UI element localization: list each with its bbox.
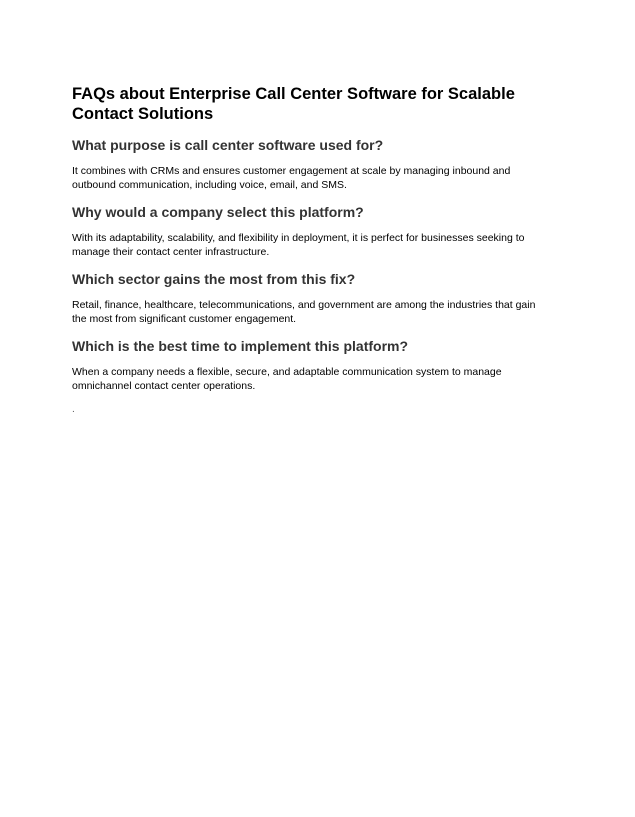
document-title: FAQs about Enterprise Call Center Software for Scalable Contact Solutions (72, 85, 515, 123)
faq-item-3 (72, 270, 542, 326)
faq-question: Which sector gains the most from this fix? (72, 271, 356, 287)
faq-item-4 (72, 337, 542, 393)
faq-answer: Retail, finance, healthcare, telecommunications, and government are among the industries that gain the most from significant customer engagement. (72, 299, 536, 325)
document-page (72, 84, 542, 416)
trailing-mark: . (72, 404, 75, 415)
faq-answer: With its adaptability, scalability, and flexibility in deployment, it is perfect for businesses seeking to manage their contact center infrastructure. (72, 232, 525, 258)
faq-item-2 (72, 203, 542, 259)
faq-question: Why would a company select this platform? (72, 204, 364, 220)
faq-answer: It combines with CRMs and ensures customer engagement at scale by managing inbound and outbound communication, including voice, email, and SMS. (72, 165, 511, 191)
faq-question: What purpose is call center software used for? (72, 137, 384, 153)
faq-item-1 (72, 136, 542, 192)
faq-question: Which is the best time to implement this platform? (72, 338, 409, 354)
faq-answer: When a company needs a flexible, secure, and adaptable communication system to manage omnichannel contact center operations. (72, 366, 502, 392)
